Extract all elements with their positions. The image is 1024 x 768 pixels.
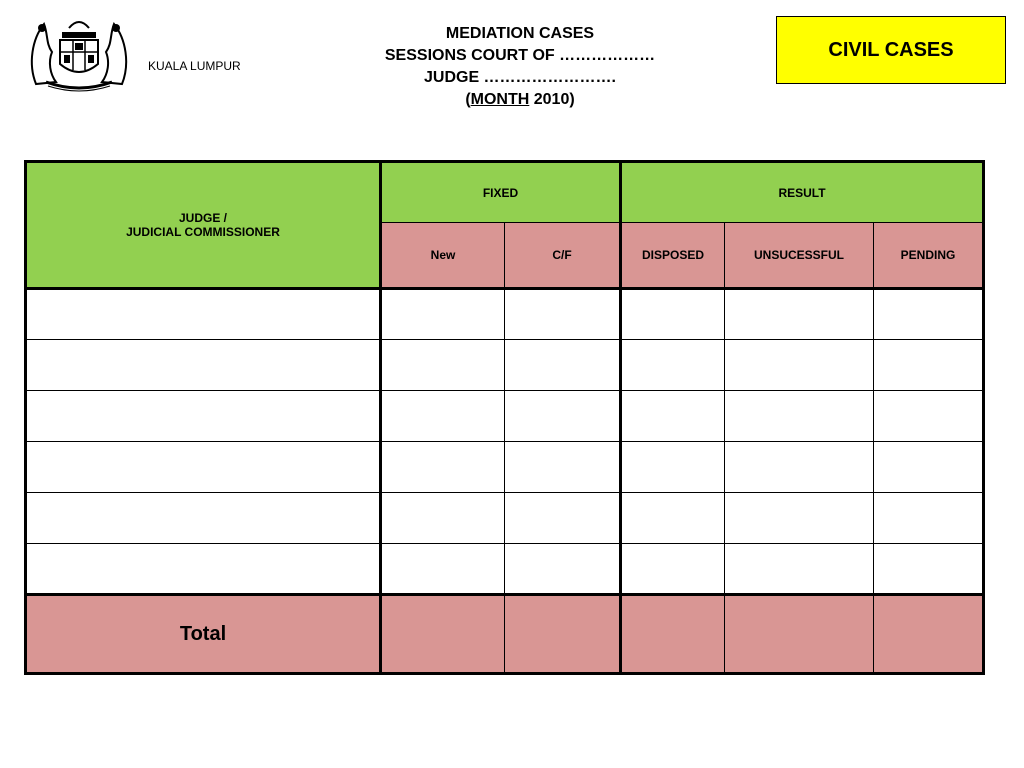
judge-cell[interactable] (26, 442, 381, 493)
title-line-3: JUDGE ……………………. (423, 69, 616, 86)
total-new-cell[interactable] (381, 595, 505, 674)
month-open: ( (465, 91, 471, 108)
total-disposed-cell[interactable] (621, 595, 725, 674)
judge-cell[interactable] (26, 289, 381, 340)
cf-cell[interactable] (505, 289, 621, 340)
location-label: KUALA LUMPUR (148, 59, 241, 73)
header-row-1 (26, 162, 984, 223)
month-year: 2010) (529, 91, 575, 108)
cf-cell[interactable] (505, 442, 621, 493)
judge-header (26, 162, 381, 289)
total-unsuccessful-cell[interactable] (725, 595, 874, 674)
total-label: Total (26, 595, 381, 674)
new-cell[interactable] (381, 544, 505, 595)
table-row (26, 391, 984, 442)
disposed-cell[interactable] (621, 544, 725, 595)
table-row (26, 289, 984, 340)
unsuccessful-cell[interactable] (725, 442, 874, 493)
new-cell[interactable] (381, 340, 505, 391)
judge-header-line2: JUDICIAL COMMISSIONER (126, 225, 280, 239)
table-row (26, 340, 984, 391)
pending-cell[interactable] (874, 544, 984, 595)
col-disposed-header: DISPOSED (621, 223, 725, 289)
new-cell[interactable] (381, 493, 505, 544)
col-new-header: New (381, 223, 505, 289)
judge-header-line1: JUDGE / (178, 211, 227, 225)
total-pending-cell[interactable] (874, 595, 984, 674)
new-cell[interactable] (381, 391, 505, 442)
pending-cell[interactable] (874, 391, 984, 442)
disposed-cell[interactable] (621, 442, 725, 493)
title-block (330, 23, 710, 111)
unsuccessful-cell[interactable] (725, 544, 874, 595)
result-header: RESULT (621, 162, 984, 223)
mediation-cases-table (24, 160, 985, 675)
col-unsuccessful-header: UNSUCESSFUL (725, 223, 874, 289)
fixed-header: FIXED (381, 162, 621, 223)
disposed-cell[interactable] (621, 493, 725, 544)
cf-cell[interactable] (505, 340, 621, 391)
title-month-line (330, 89, 710, 111)
disposed-cell[interactable] (621, 391, 725, 442)
pending-cell[interactable] (874, 493, 984, 544)
col-cf-header: C/F (505, 223, 621, 289)
cf-cell[interactable] (505, 493, 621, 544)
table-row (26, 493, 984, 544)
cf-cell[interactable] (505, 391, 621, 442)
new-cell[interactable] (381, 442, 505, 493)
title-line-1: MEDIATION CASES (445, 25, 595, 42)
judge-cell[interactable] (26, 391, 381, 442)
disposed-cell[interactable] (621, 340, 725, 391)
judge-cell[interactable] (26, 544, 381, 595)
coat-of-arms-logo (26, 14, 132, 94)
disposed-cell[interactable] (621, 289, 725, 340)
title-line-2: SESSIONS COURT OF ……………… (384, 47, 656, 64)
unsuccessful-cell[interactable] (725, 340, 874, 391)
col-pending-header: PENDING (874, 223, 984, 289)
month-word: MONTH (470, 91, 530, 108)
table-row (26, 544, 984, 595)
pending-cell[interactable] (874, 340, 984, 391)
pending-cell[interactable] (874, 442, 984, 493)
table-row (26, 442, 984, 493)
judge-cell[interactable] (26, 340, 381, 391)
new-cell[interactable] (381, 289, 505, 340)
category-box: CIVIL CASES (776, 16, 1006, 84)
total-row (26, 595, 984, 674)
cf-cell[interactable] (505, 544, 621, 595)
total-cf-cell[interactable] (505, 595, 621, 674)
unsuccessful-cell[interactable] (725, 391, 874, 442)
unsuccessful-cell[interactable] (725, 289, 874, 340)
unsuccessful-cell[interactable] (725, 493, 874, 544)
judge-cell[interactable] (26, 493, 381, 544)
pending-cell[interactable] (874, 289, 984, 340)
